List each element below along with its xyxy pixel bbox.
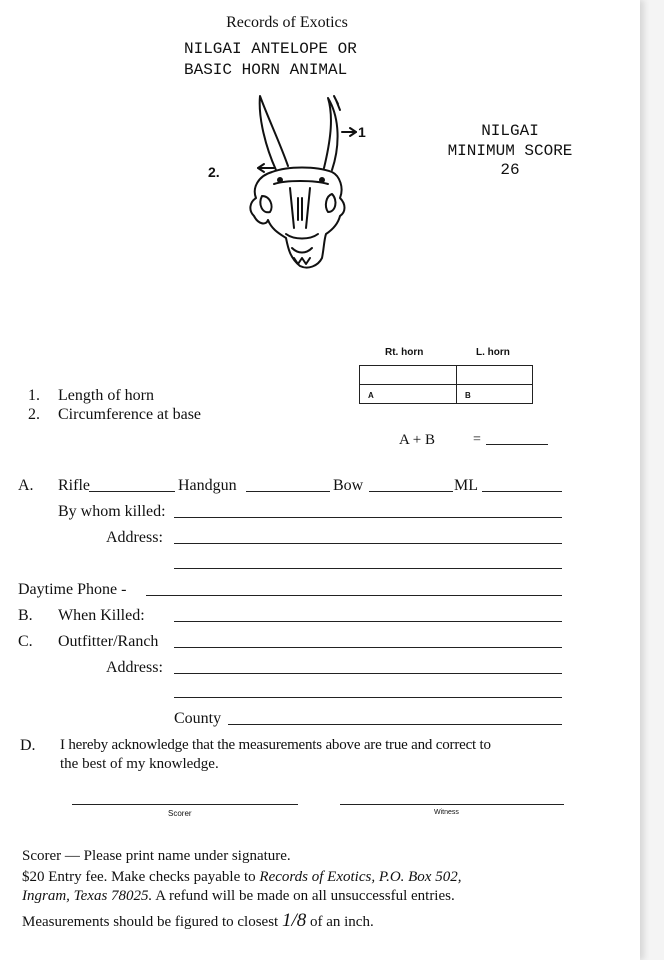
section-a-letter: A. [18,477,34,494]
ranch-address-label: Address: [106,659,163,676]
nilgai-skull-diagram [228,88,378,278]
refund-text: A refund will be made on all unsuccessful entries. [152,888,455,904]
bow-label: Bow [333,477,364,494]
entry-fee-text: $20 Entry fee. Make checks payable to [22,869,260,885]
bow-field[interactable] [369,491,453,492]
l-horn-circumference-cell[interactable] [457,385,533,404]
when-killed-field[interactable] [174,621,562,622]
section-b-letter: B. [18,607,33,624]
footer-entry-fee [22,869,461,886]
hunter-address-label: Address: [106,529,163,546]
diagram-label-2: 2. [208,164,220,180]
diagram-label-1: 1 [358,124,366,140]
outfitter-ranch-field[interactable] [174,647,562,648]
scorer-signature-line[interactable] [72,804,298,805]
handgun-label: Handgun [178,477,237,494]
l-horn-length-cell[interactable] [457,366,533,385]
daytime-phone-label: Daytime Phone - [18,581,127,598]
form-title-line2: BASIC HORN ANIMAL [184,61,348,79]
rt-horn-circumference-cell[interactable] [360,385,457,404]
by-whom-killed-field[interactable] [174,517,562,518]
records-header: Records of Exotics [226,14,348,31]
by-whom-killed-label: By whom killed: [58,503,166,520]
col-header-right-horn: Rt. horn [385,347,424,358]
ml-label: ML [454,477,478,494]
score-table [359,365,533,404]
footer-refund [22,888,455,905]
rifle-field[interactable] [89,491,175,492]
acknowledgement-line2: the best of my knowledge. [60,756,219,772]
cell-b-label: B [465,391,471,400]
minimum-score-value: 26 [500,161,520,179]
hunter-address-field-2[interactable] [174,568,562,569]
scorer-signature-label: Scorer [168,809,192,818]
outfitter-ranch-label: Outfitter/Ranch [58,633,159,650]
daytime-phone-field[interactable] [146,595,562,596]
section-c-letter: C. [18,633,33,650]
measurement-2-num: 2. [28,406,40,423]
hunter-address-field[interactable] [174,543,562,544]
handgun-field[interactable] [246,491,330,492]
witness-signature-label: Witness [434,809,459,816]
measurement-note-end: of an inch. [306,914,374,930]
measurement-1-label: Length of horn [58,387,154,404]
measurement-2-label: Circumference at base [58,406,202,423]
col-header-left-horn: L. horn [476,347,510,358]
county-field[interactable] [228,724,562,725]
total-label: A + B [399,432,435,448]
total-score-line[interactable] [486,444,548,445]
rt-horn-length-cell[interactable] [360,366,457,385]
total-equals: = [473,432,481,447]
mailing-address-italic: Records of Exotics, P.O. Box 502, [259,869,462,885]
ranch-address-field-2[interactable] [174,697,562,698]
rifle-label: Rifle [58,477,90,494]
measurement-1-num: 1. [28,387,40,404]
section-d-letter: D. [20,737,36,754]
minimum-species: NILGAI [481,122,539,140]
county-label: County [174,710,222,727]
form-title-line1: NILGAI ANTELOPE OR [184,40,357,58]
when-killed-label: When Killed: [58,607,145,624]
fraction-italic: 1/8 [281,910,307,931]
ranch-address-field[interactable] [174,673,562,674]
footer-measurement-note [22,910,374,932]
ml-field[interactable] [482,491,562,492]
acknowledgement-line1: I hereby acknowledge that the measurements above are true and correct to [60,737,491,753]
footer-instruction: Scorer — Please print name under signature. [22,848,291,864]
minimum-score-label: MINIMUM SCORE [447,142,573,160]
city-zip-italic: Ingram, Texas 78025. [22,888,153,904]
witness-signature-line[interactable] [340,804,564,805]
cell-a-label: A [368,391,374,400]
measurement-note-text: Measurements should be figured to closest [22,914,282,930]
